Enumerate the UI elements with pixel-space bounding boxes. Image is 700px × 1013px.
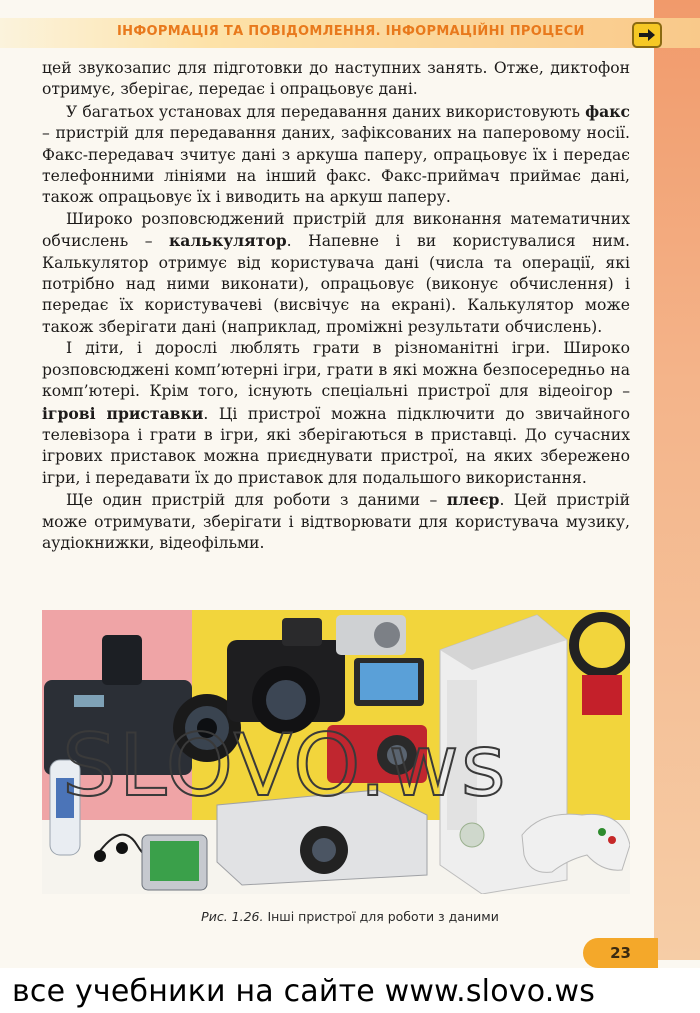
paragraph-text: І діти, і дорослі люблять грати в різноманітні ігри. Широко розповсюджені комп’ютерні ігри, грати в які можна безпосередньо на комп’ютері. Крім того, існують спеціальні пристрої для відеоігор – xyxy=(42,339,630,401)
paragraph-text: . Напевне і ви користувалися ним. Калькулятор отримує від користувача дані (числа та операції, які потрібно над ними виконати), опрацьовує (виконує обчислення) і передає їх користувачеві (висвічує на екрані). Калькулятор може також зберігати дані (наприклад, проміжні результати обчислень). xyxy=(42,232,630,336)
paragraph-text: У багатьох установах для передавання даних використовують xyxy=(66,102,586,121)
page-side-strip xyxy=(654,0,700,960)
key-term: ігрові приставки xyxy=(42,403,204,423)
paragraph-text: . Ці пристрої можна підключити до звичайного телевізора і грати в ігри, які зберігаються в приставці. До сучасних ігрових приставок можна приєднувати пристрої, на яких збережено ігри, і передавати їх до приставок для подальшого використання. xyxy=(42,404,630,487)
key-term: факс xyxy=(585,101,630,121)
text-body xyxy=(42,58,630,554)
section-header-title: ІНФОРМАЦІЯ ТА ПОВІДОМЛЕННЯ. ІНФОРМАЦІЙНІ ПРОЦЕСИ xyxy=(117,24,585,39)
paragraph-2 xyxy=(42,101,630,209)
footer-site-link[interactable]: все учебники на сайте www.slovo.ws xyxy=(12,974,596,1009)
page-number-badge: 23 xyxy=(583,938,658,968)
paragraph-text: . Цей пристрій може отримувати, зберігати і відтворювати для користувача музику, аудіокнижки, відеофільми. xyxy=(42,491,630,552)
slovo-watermark: SLOVO.ws xyxy=(62,716,508,816)
paragraph-text: Широко розповсюджений пристрій для виконання математичних обчислень – xyxy=(42,209,630,251)
next-section-button[interactable] xyxy=(632,22,662,48)
figure-caption-text: Інші пристрої для роботи з даними xyxy=(263,909,499,924)
paragraph-1 xyxy=(42,58,630,101)
figure-caption xyxy=(0,909,700,924)
figure-caption-prefix: Рис. 1.26. xyxy=(201,909,264,924)
paragraph-text: – пристрій для передавання даних, зафіксованих на паперовому носії. Факс-передавач зчитує дані з аркуша паперу, опрацьовує їх і передає телефонними лініями на інший факс. Факс-приймач приймає дані, також опрацьовує їх і виводить на аркуш паперу. xyxy=(42,124,630,207)
paragraph-3 xyxy=(42,209,630,338)
camera-screen-image xyxy=(354,658,424,706)
paragraph-4 xyxy=(42,338,630,489)
arrow-right-icon xyxy=(638,28,656,42)
mp3-player-image xyxy=(142,835,207,890)
paragraph-text: цей звукозапис для підготовки до наступних занять. Отже, диктофон отримує, зберігає, передає і опрацьовує дані. xyxy=(42,59,630,99)
key-term: калькулятор xyxy=(169,231,287,251)
footer-banner xyxy=(0,968,700,1013)
paragraph-text: Ще один пристрій для роботи з даними – xyxy=(66,491,447,510)
key-term: плеєр xyxy=(446,490,500,510)
paragraph-5 xyxy=(42,489,630,554)
compact-camera-silver-image xyxy=(336,615,406,655)
